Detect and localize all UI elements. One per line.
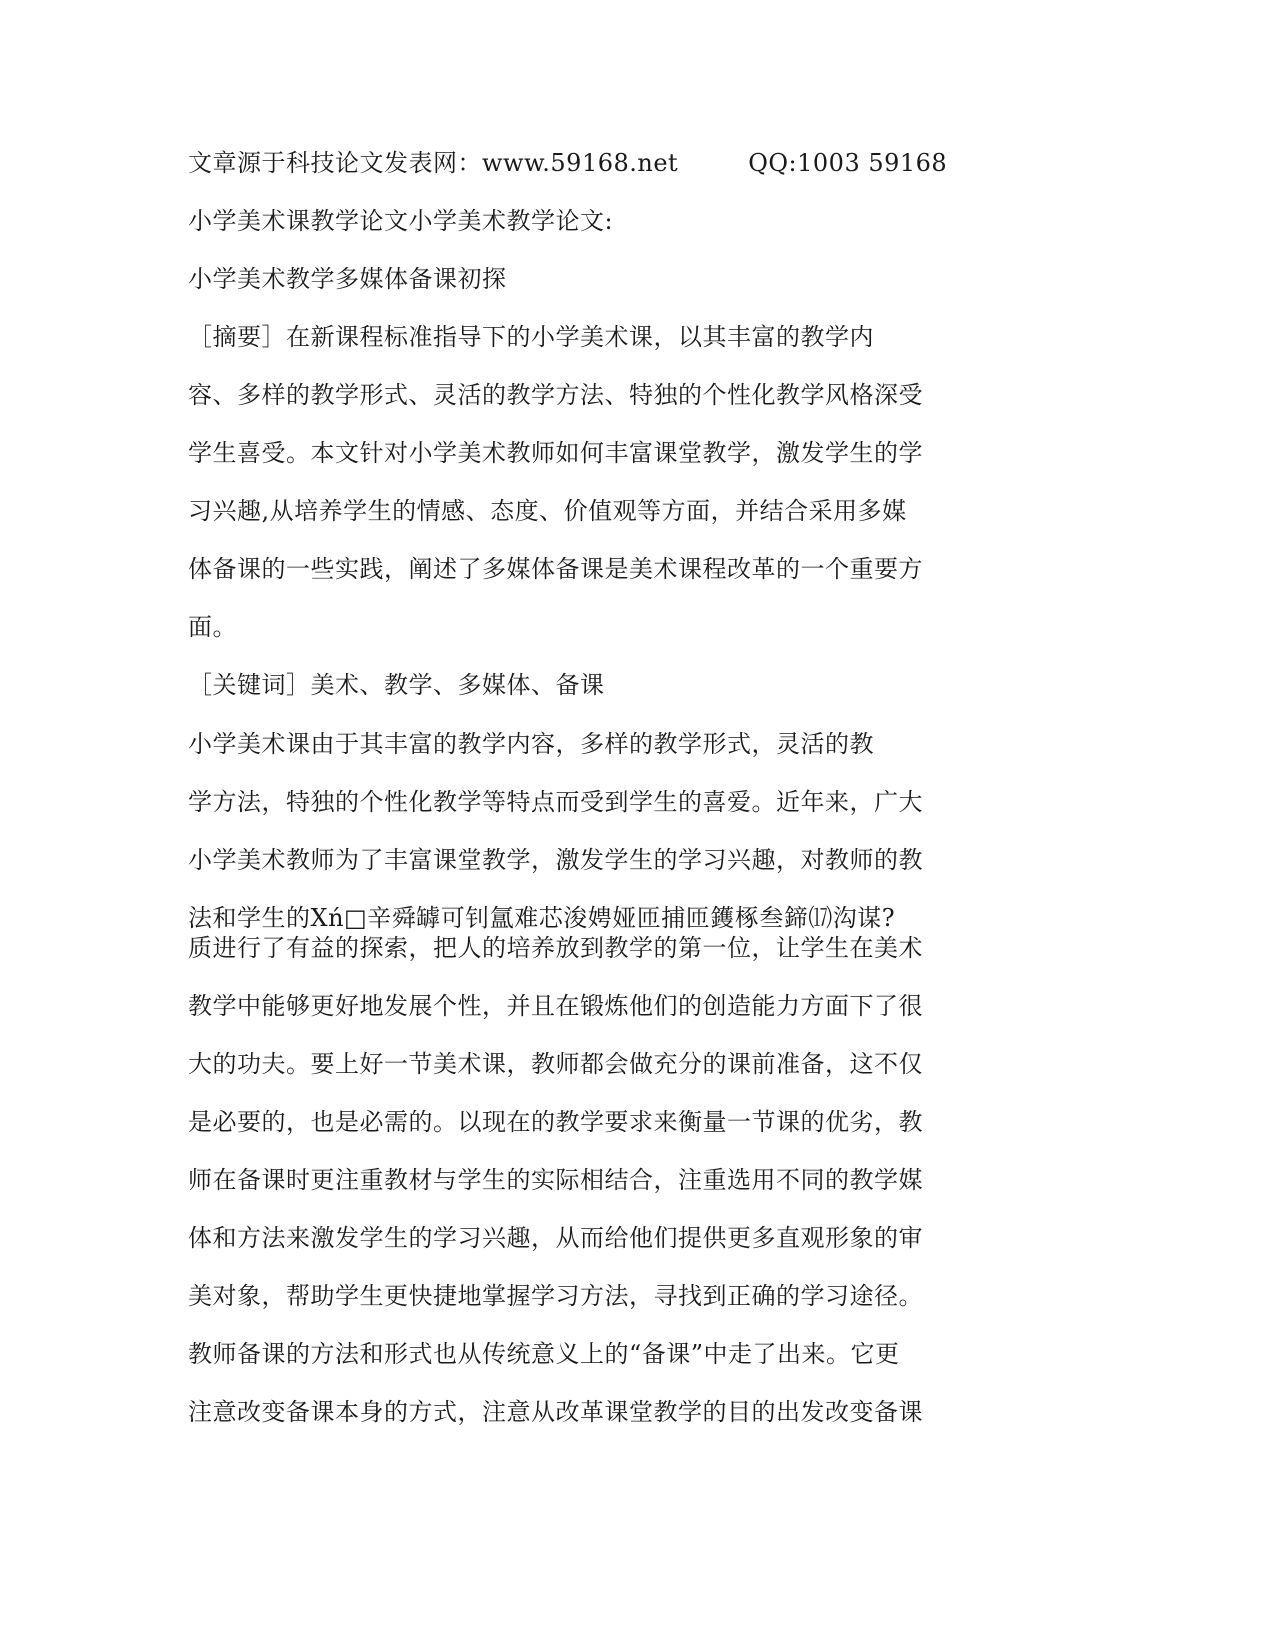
body-line: 注意改变备课本身的方式，注意从改革课堂教学的目的出发改变备课 [188, 1398, 923, 1426]
source-label: 文章源于科技论文发表网：www.59168.net [188, 149, 679, 177]
article-category-title: 小学美术课教学论文小学美术教学论文: [188, 207, 614, 235]
abstract-line: 习兴趣,从培养学生的情感、态度、价值观等方面，并结合采用多媒 [188, 497, 907, 525]
article-title: 小学美术教学多媒体备课初探 [188, 265, 507, 293]
body-line: 质进行了有益的探索，把人的培养放到教学的第一位，让学生在美术 [188, 934, 923, 962]
body-line: 是必要的，也是必需的。以现在的教学要求来衡量一节课的优劣，教 [188, 1108, 923, 1136]
qq-label: QQ:1003 59168 [748, 149, 948, 177]
abstract-line: ［摘要］在新课程标准指导下的小学美术课，以其丰富的教学内 [188, 323, 874, 351]
body-line: 大的功夫。要上好一节美术课，教师都会做充分的课前准备，这不仅 [188, 1050, 923, 1078]
body-line: 教师备课的方法和形式也从传统意义上的“备课”中走了出来。它更 [188, 1340, 900, 1368]
body-line: 体和方法来激发学生的学习兴趣，从而给他们提供更多直观形象的审 [188, 1224, 923, 1252]
body-line: 法和学生的Xń□辛舜罅可钊氲难芯浚娉娅匝捕匝鑊椓叁鍗⒄沟谋? [188, 904, 896, 932]
body-line: 师在备课时更注重教材与学生的实际相结合，注重选用不同的教学媒 [188, 1166, 923, 1194]
body-line: 小学美术教师为了丰富课堂教学，激发学生的学习兴趣，对教师的教 [188, 846, 923, 874]
body-line: 美对象，帮助学生更快捷地掌握学习方法，寻找到正确的学习途径。 [188, 1282, 923, 1310]
abstract-line: 体备课的一些实践，阐述了多媒体备课是美术课程改革的一个重要方 [188, 555, 923, 583]
abstract-line: 学生喜受。本文针对小学美术教师如何丰富课堂教学，激发学生的学 [188, 439, 923, 467]
source-header [188, 148, 947, 178]
abstract-line: 面。 [188, 613, 237, 641]
body-line: 小学美术课由于其丰富的教学内容，多样的教学形式，灵活的教 [188, 730, 874, 758]
body-line: 学方法，特独的个性化教学等特点而受到学生的喜爱。近年来，广大 [188, 788, 923, 816]
keywords-line: ［关键词］美术、教学、多媒体、备课 [188, 671, 605, 699]
abstract-line: 容、多样的教学形式、灵活的教学方法、特独的个性化教学风格深受 [188, 381, 923, 409]
body-line: 教学中能够更好地发展个性，并且在锻炼他们的创造能力方面下了很 [188, 992, 923, 1020]
